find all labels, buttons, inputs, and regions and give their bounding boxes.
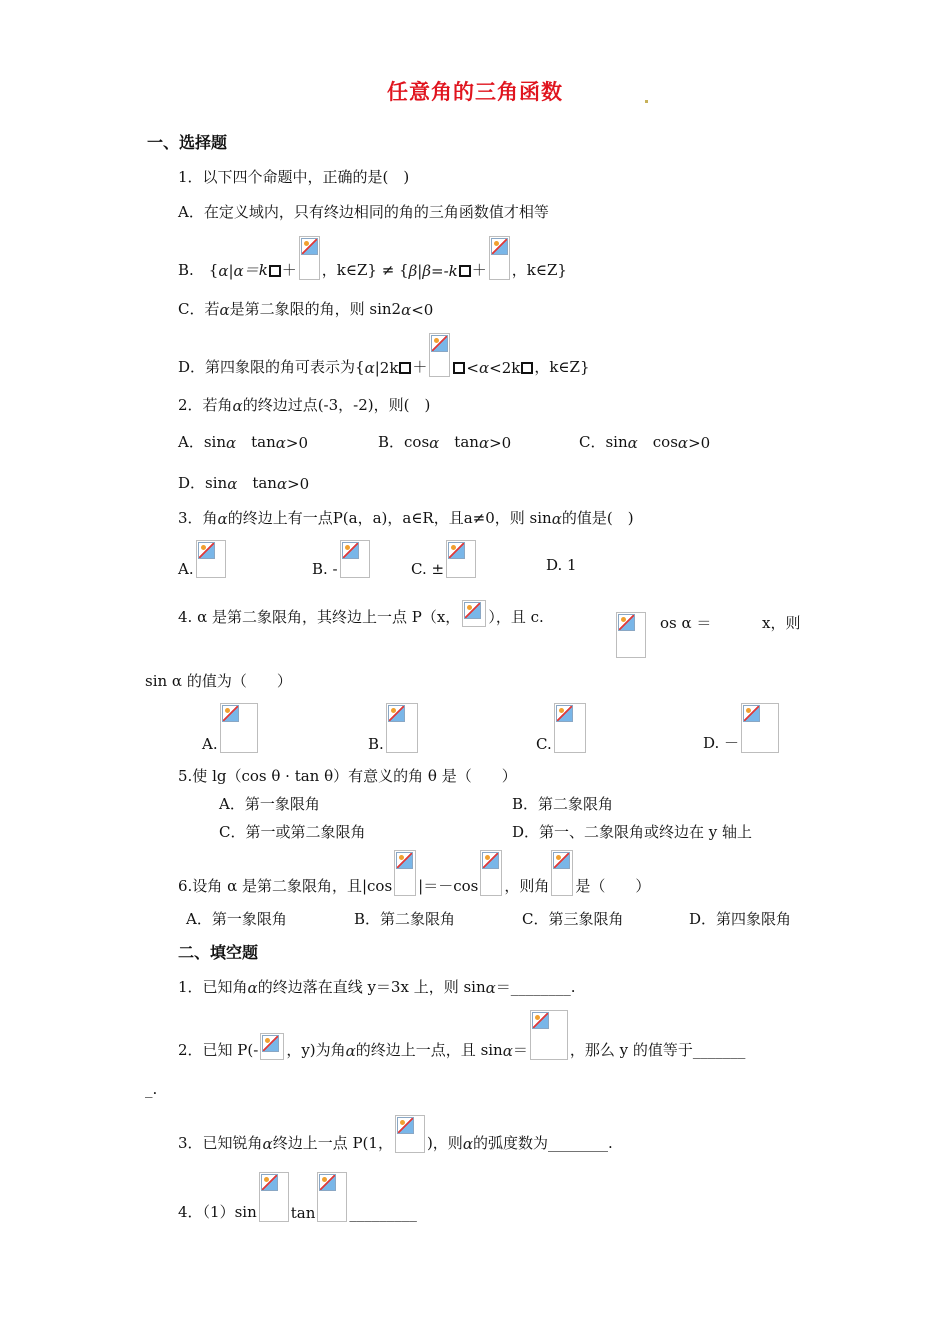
f4-text: _________ [349,1204,417,1222]
q1-b-text: ，k∈Z} ≠ { [321,261,409,279]
q5-a-text: A．第一象限角 [219,795,320,813]
section-choice-heading: 一、选择题 [147,133,228,152]
f2-text: 的终边上一点，且 sin [355,1041,503,1059]
q3-b-text: B. - [312,560,338,578]
q4-option-c [536,703,588,753]
q2-c-text: cos [637,433,678,451]
q4-c-text: C. [536,735,552,753]
q2-a-text: A．sin [178,433,226,451]
q2-d-text: >0 [287,475,310,493]
q4-b-text: B. [368,735,384,753]
q1-option-d [178,333,590,377]
q1-d-text: < [466,359,479,377]
q4-option-b [368,703,420,753]
formula-image-icon [260,1033,284,1060]
alpha-glyph: α [401,301,412,319]
q1-option-a [178,201,549,222]
q1-c-text: <0 [411,301,434,319]
q1-b-text: | [228,262,234,280]
q1-b-text: =-k [431,262,458,280]
q1-b-text: B. { [178,261,219,279]
q4-option-a [202,703,260,753]
formula-image-icon [554,703,586,753]
q1-b-text: ，k∈Z} [511,261,567,279]
formula-image-icon [489,236,510,280]
formula-image-icon [551,850,573,896]
q4-a-text: A. [202,735,218,753]
formula-image-icon [259,1172,289,1222]
q6-option-a [186,908,287,929]
alpha-glyph: α [345,1042,356,1060]
q5-option-c [219,821,365,842]
alpha-glyph: α [677,434,689,452]
q5-d-text: D．第一、二象限角或终边在 y 轴上 [512,823,753,841]
q4-stem-text: ），且 c. [488,608,544,626]
q1-option-c [178,298,433,319]
formula-image-icon [317,1172,347,1222]
q6-c-text: C．第三象限角 [522,910,624,928]
q2-c-text: >0 [688,434,711,452]
q5-stem-text: 5.使 lg（cos θ · tan θ）有意义的角 θ 是（ ） [178,767,517,785]
alpha-glyph: α [276,475,288,493]
alpha-glyph: α [219,301,230,319]
q3-stem [178,507,634,528]
alpha-glyph: α [262,1135,273,1153]
formula-image-icon [429,333,450,377]
alpha-glyph: α [429,434,440,452]
formula-image-icon [616,612,646,658]
q1-stem [178,166,409,187]
beta-glyph: β [408,262,418,280]
q3-option-b [312,540,372,578]
q1-c-text: C．若 [178,300,220,318]
q3-c-text: C. ± [411,560,445,578]
formula-image-icon [395,1115,425,1153]
section-fill-heading: 二、填空题 [178,943,259,962]
q1-d-text: |2k [374,359,399,377]
f2-text: 2．已知 P(- [178,1041,259,1059]
pi-box-icon [521,362,533,374]
q2-b-text: tan [439,433,479,451]
pi-box-icon [453,362,465,374]
alpha-glyph: α [627,434,638,452]
formula-image-icon [394,850,416,896]
q5-c-text: C．第一或第二象限角 [219,823,366,841]
q1-c-text: 是第二象限的角，则 sin2 [229,300,402,318]
alpha-glyph: α [479,359,490,377]
formula-image-icon [340,540,370,578]
f1-question [178,976,576,997]
pi-box-icon [399,362,411,374]
alpha-glyph: α [233,262,244,280]
q1-b-text: ＝k [243,261,268,279]
q4-stem-text: os α ＝ [660,614,712,632]
q4-stem-end [762,612,800,633]
formula-image-icon [220,703,258,753]
formula-image-icon [299,236,320,280]
q6-a-text: A．第一象限角 [186,910,287,928]
formula-image-icon [386,703,418,753]
q4-stem-text: sin α 的值为（ ） [145,672,292,690]
q2-option-d [178,472,309,493]
f4-question [178,1172,417,1222]
f1-text: 1．已知角 [178,978,248,996]
q4-stem [178,600,544,627]
f2-question [178,1010,745,1060]
f3-question [178,1115,613,1153]
q2-option-c [579,431,710,452]
alpha-glyph: α [462,1135,473,1153]
q3-option-d [546,556,577,574]
formula-image-icon [741,703,779,753]
q4-stem-text: 4. α 是第二象限角，其终边上一点 P（x， [178,608,461,626]
q6-stem [178,850,650,896]
formula-image-icon [462,600,486,627]
q2-option-b [378,431,511,452]
alpha-glyph: α [551,510,562,528]
alpha-glyph: α [478,434,490,452]
alpha-glyph: α [247,979,258,997]
q1-option-a-text: A．在定义域内，只有终边相同的角的三角函数值才相等 [178,203,549,221]
q3-stem-text: 的值是( ) [561,509,634,527]
q2-stem-text: 的终边过点(-3，-2)，则( ) [242,396,431,414]
q5-stem [178,765,517,786]
alpha-glyph: α [217,510,228,528]
q1-d-text: <2k [489,359,521,377]
q3-stem-text: 的终边上有一点P(a，a)，a∈R，且a≠0，则 sin [227,509,552,527]
q2-b-text: B．cos [378,433,430,451]
formula-image-icon [530,1010,568,1060]
alpha-glyph: α [485,979,496,997]
q5-option-d [512,821,752,842]
q5-option-a [219,793,320,814]
q2-a-text: >0 [285,434,309,452]
q1-b-text: ＋ [281,261,297,279]
alpha-glyph: α [218,262,229,280]
alpha-glyph: α [232,397,243,415]
f3-text: 的弧度数为________. [472,1134,613,1152]
q6-option-c [522,908,623,929]
f2-text: ，y)为角 [286,1041,346,1059]
q2-option-a [178,431,308,452]
q1-d-text: ＋ [412,358,428,376]
q1-b-text: | [417,262,423,280]
document-title: 任意角的三角函数 [387,80,563,104]
q2-a-text: tan [236,433,276,451]
q6-b-text: B．第二象限角 [354,910,456,928]
q1-b-text: ＋ [471,261,487,279]
q2-d-text: tan [237,474,277,492]
pi-box-icon [459,265,471,277]
formula-image-icon [446,540,476,578]
q6-option-b [354,908,455,929]
f3-text: 终边上一点 P(1， [272,1134,393,1152]
beta-glyph: β [422,262,432,280]
q5-option-b [512,793,613,814]
q6-stem-text: 是（ ） [575,877,651,895]
pi-box-icon [269,265,281,277]
q1-stem-text: 1．以下四个命题中，正确的是( ) [178,168,410,186]
q4-d-text: D. － [703,734,740,752]
q4-stem-line2 [145,670,292,691]
alpha-glyph: α [226,434,237,452]
q3-option-c [411,540,478,578]
q2-c-text: C．sin [579,433,628,451]
alpha-glyph: α [502,1042,513,1060]
alpha-glyph: α [275,434,286,452]
q3-option-a [178,540,228,578]
q6-stem-text: 6.设角 α 是第二象限角，且|cos [178,877,393,895]
q2-d-text: D．sin [178,474,228,492]
f4-text: 4．（1）sin [178,1203,257,1221]
f1-text: 的终边落在直线 y＝3x 上，则 sin [257,978,486,996]
q3-a-text: A. [178,560,194,578]
q3-d-text: D. 1 [546,556,577,574]
q4-cos-image [614,612,648,658]
q2-stem-text: 2．若角 [178,396,233,414]
q4-stem-text: x，则 [762,614,801,632]
q3-stem-text: 3．角 [178,509,218,527]
q6-d-text: D．第四象限角 [689,910,792,928]
f2-text: _. [145,1080,158,1098]
q4-option-d [703,703,781,753]
f4-text: tan [290,1204,316,1222]
f3-text: 3．已知锐角 [178,1134,263,1152]
f2-text: ＝ [512,1041,528,1059]
q5-b-text: B．第二象限角 [512,795,614,813]
f3-text: )，则 [426,1134,463,1152]
alpha-glyph: α [364,359,375,377]
q6-stem-text: |＝－cos [418,877,479,895]
f2-line2 [145,1080,157,1098]
q2-b-text: >0 [489,434,512,452]
q6-stem-text: ，则角 [504,877,550,895]
formula-image-icon [480,850,502,896]
alpha-glyph: α [227,475,238,493]
q2-stem [178,394,430,415]
formula-image-icon [196,540,226,578]
q6-option-d [689,908,791,929]
f1-text: ＝________. [495,978,576,996]
f2-text: ，那么 y 的值等于_______ [569,1041,746,1059]
q1-option-b [178,236,567,280]
q1-d-text: ，k∈Z} [534,358,590,376]
speck [645,100,648,103]
q4-stem-continued [660,612,711,633]
q1-d-text: D．第四象限的角可表示为{ [178,358,365,376]
